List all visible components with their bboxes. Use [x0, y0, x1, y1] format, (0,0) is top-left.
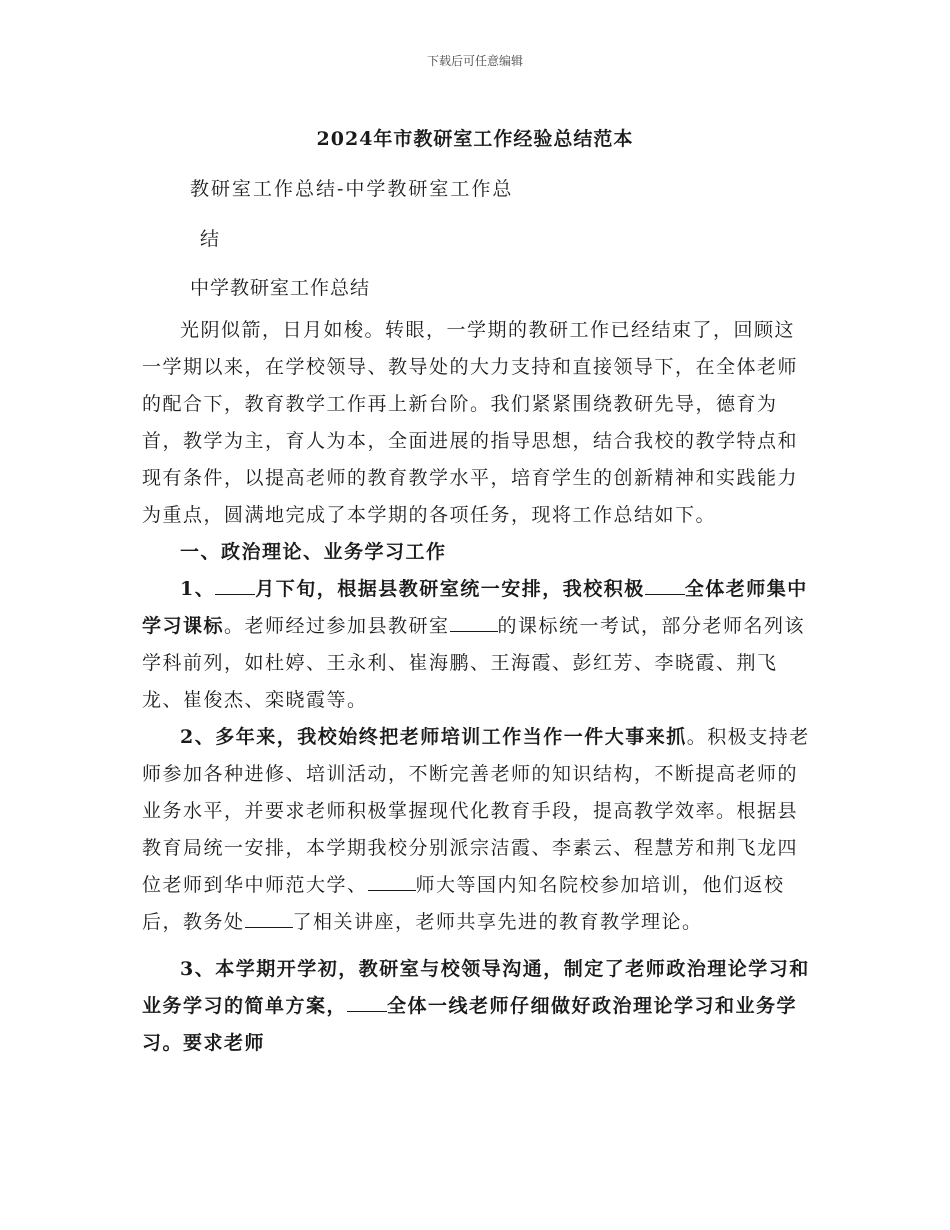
- document-body: [142, 312, 812, 1062]
- p1-normal-b: 的课标统一考试，部分老师名列该学科前列，如杜婷、王永利、崔海鹏、王海霞、彭红芳、李晓霞、荆飞龙、崔俊杰、栾晓霞等。: [142, 615, 806, 711]
- document-title: 2024年市教研室工作经验总结范本: [316, 128, 634, 150]
- p3-bold-b: 全体一线老师仔细做好政治理论学习和业务学习。要求老师: [142, 995, 798, 1054]
- paragraph-2: [142, 719, 812, 941]
- subtitle-line-1: 教研室工作总结-中学教研室工作总: [190, 178, 514, 200]
- blank-line: [215, 575, 255, 595]
- paragraph-1: [142, 571, 812, 719]
- p1-bold-b: 月下旬，根据县教研室统一安排，我校积极: [255, 578, 645, 600]
- p1-bold-a: 1、: [180, 578, 216, 600]
- p3-bold-a: 3、本学期开学初，教研室与校领导沟通，制定了老师政治理论学习和业务学习的简单方案，: [142, 958, 810, 1017]
- blank-line: [450, 612, 498, 632]
- intro-paragraph: 光阴似箭，日月如梭。转眼，一学期的教研工作已经结束了，回顾这一学期以来，在学校领导、教导处的大力支持和直接领导下，在全体老师的配合下，教育教学工作再上新台阶。我们紧紧围绕教研先导，德育为首，教学为主，育人为本，全面进展的指导思想，结合我校的教学特点和现有条件，以提高老师的教育教学水平，培育学生的创新精神和实践能力为重点，圆满地完成了本学期的各项任务，现将工作总结如下。: [142, 319, 799, 526]
- blank-line: [347, 992, 387, 1012]
- heading-politics-study: 一、政治理论、业务学习工作: [180, 541, 447, 563]
- header-note: 下载后可任意编辑: [426, 54, 523, 68]
- subtitle-line-2: 结: [200, 228, 222, 250]
- p2-bold: 2、多年来，我校始终把老师培训工作当作一件大事来抓: [180, 726, 687, 748]
- p2-normal-b: 师大等国内知名院校参加培训，他们返校后，教务处: [142, 874, 785, 933]
- p2-normal-a: 。积极支持老师参加各种进修、培训活动，不断完善老师的知识结构，不断提高老师的业务水平，并要求老师积极掌握现代化教育手段，提高教学效率。根据县教育局统一安排，本学期我校分别派宗洁霞、李素云、程慧芳和荆飞龙四位老师到华中师范大学、: [142, 726, 810, 896]
- section-label: 中学教研室工作总结: [190, 277, 371, 299]
- p1-normal-a: 。老师经过参加县教研室: [224, 615, 450, 637]
- p1-bold-c: 全体老师集中学习课标: [142, 578, 808, 637]
- p2-normal-c: 了相关讲座，老师共享先进的教育教学理论。: [292, 911, 703, 933]
- blank-line: [645, 575, 685, 595]
- blank-line: [245, 908, 293, 928]
- blank-line: [368, 871, 416, 891]
- paragraph-3: [142, 951, 812, 1062]
